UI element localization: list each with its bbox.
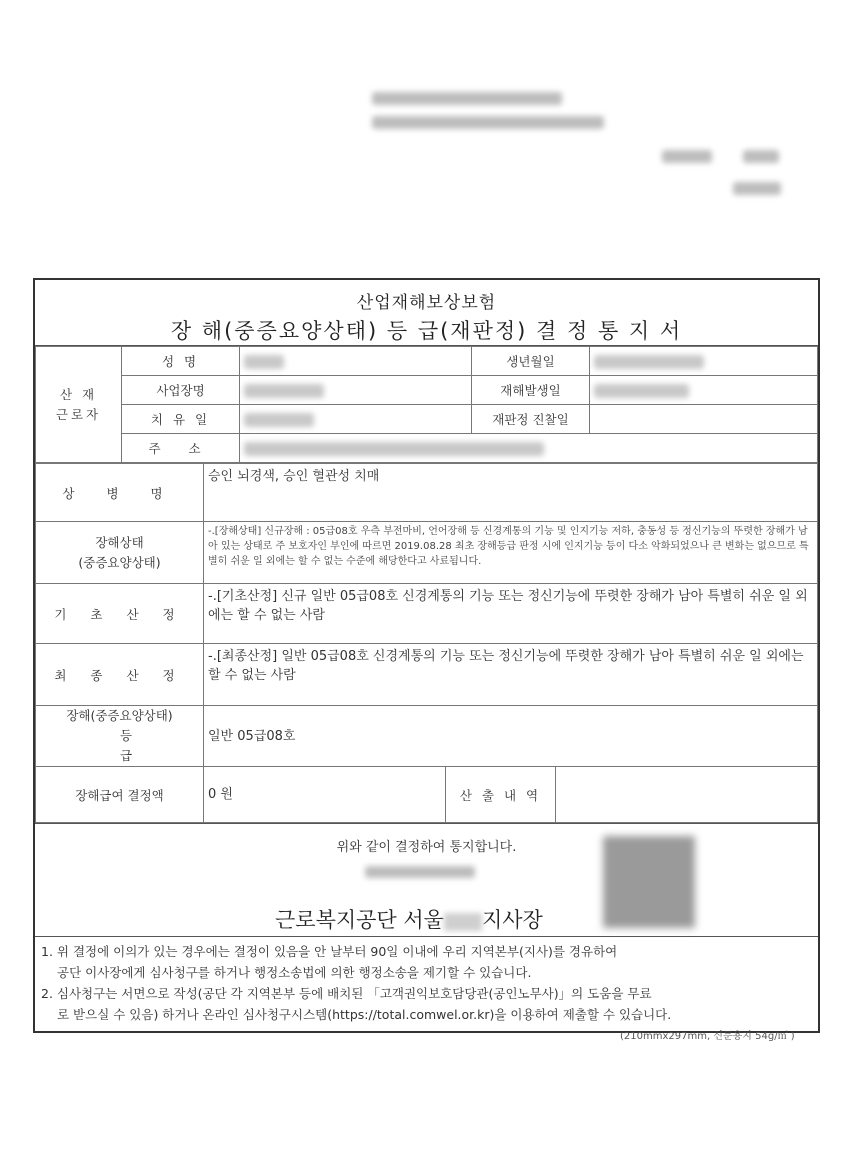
- note-1-line-2: 공단 이사장에게 심사청구를 하거나 행정소송법에 의한 행정소송을 제기할 수 있습니다.: [57, 965, 532, 980]
- birth-value-redacted: [590, 347, 818, 376]
- disease-value: 승인 뇌경색, 승인 혈관성 치매: [204, 464, 818, 522]
- notice-text: 위와 같이 결정하여 통지합니다.: [336, 840, 517, 855]
- address-label: 주 소: [122, 434, 240, 463]
- redacted-recipient-line-1: [372, 92, 562, 105]
- address-value-redacted: [240, 434, 818, 463]
- grade-label-line2: 등 급: [120, 728, 223, 763]
- redacted-branch-name: [444, 913, 482, 931]
- worker-group-label: 산 재 근로자: [36, 347, 122, 463]
- disability-state-label-line1: 장해상태: [95, 534, 144, 550]
- disability-state-label: [36, 522, 204, 584]
- reexam-date-value: [590, 405, 818, 434]
- reexam-date-label: 재판정 진찰일: [472, 405, 590, 434]
- name-label: 성 명: [122, 347, 240, 376]
- issuer-name: [275, 904, 543, 934]
- basic-calc-label: 기 초 산 정: [36, 584, 204, 644]
- benefit-amount-value: 0 원: [204, 767, 446, 823]
- official-seal-redacted: [603, 836, 695, 928]
- signature-block: [35, 823, 818, 936]
- redacted-header-code-2: [743, 150, 779, 163]
- disease-label: 상 병 명: [36, 464, 204, 522]
- title-line-1: 산업재해보상보험: [356, 293, 497, 313]
- accident-date-value-redacted: [590, 376, 818, 405]
- workplace-label: 사업장명: [122, 376, 240, 405]
- redacted-recipient-line-2: [372, 116, 604, 129]
- instructions-notes: [35, 936, 818, 1031]
- document-title: 장 해(중증요양상태) 등 급(재판정) 결 정 통 지 서: [170, 319, 683, 343]
- grade-label-line1: 장해(중증요양상태): [66, 708, 173, 723]
- note-2-line-2: 로 받으실 수 있음) 하거나 온라인 심사청구시스템(https://total.comwel.or.kr)을 이용하여 제출할 수 있습니다.: [57, 1007, 672, 1022]
- final-calc-label: 최 종 산 정: [36, 644, 204, 706]
- redacted-header-code-3: [733, 182, 781, 195]
- workplace-value-redacted: [240, 376, 472, 405]
- paper-spec: (210mmx297mm, 신문용지 54g/㎡ ): [620, 1031, 795, 1042]
- redacted-issue-date: [365, 866, 475, 878]
- benefit-amount-label: 장해급여 결정액: [36, 767, 204, 823]
- redacted-header-code: [662, 150, 712, 163]
- issuer-suffix: 지사장: [481, 908, 543, 932]
- worker-info-table: [35, 346, 818, 463]
- calc-details-value: [556, 767, 818, 823]
- grade-value: 일반 05급08호: [204, 706, 818, 767]
- decision-notice-document: [33, 278, 820, 1033]
- note-2-line-1: 2. 심사청구는 서면으로 작성(공단 각 지역본부 등에 배치된 「고객권익보호담당관(공인노무사)」의 도움을 무료: [41, 986, 652, 1001]
- final-calc-value: -.[최종산정] 일반 05급08호 신경계통의 기능 또는 정신기능에 뚜렷한 장해가 남아 특별히 쉬운 일 외에는 할 수 없는 사람: [204, 644, 818, 706]
- title-block: [35, 280, 818, 346]
- decision-table: [35, 463, 818, 823]
- calc-details-label: 산 출 내 역: [446, 767, 556, 823]
- note-1-line-1: 1. 위 결정에 이의가 있는 경우에는 결정이 있음을 안 날부터 90일 이내에 우리 지역본부(지사)를 경유하여: [41, 944, 618, 959]
- cure-date-value-redacted: [240, 405, 472, 434]
- accident-date-label: 재해발생일: [472, 376, 590, 405]
- basic-calc-value: -.[기초산정] 신규 일반 05급08호 신경계통의 기능 또는 정신기능에 뚜렷한 장해가 남아 특별히 쉬운 일 외에는 할 수 없는 사람: [204, 584, 818, 644]
- name-value-redacted: [240, 347, 472, 376]
- cure-date-label: 치 유 일: [122, 405, 240, 434]
- birth-label: 생년월일: [472, 347, 590, 376]
- issuer-prefix: 근로복지공단 서울: [275, 908, 444, 932]
- disability-state-label-line2: (중증요양상태): [78, 554, 161, 570]
- grade-label: [36, 706, 223, 767]
- disability-state-value: -.[장해상태] 신규장해 : 05급08호 우측 부전마비, 언어장해 등 신경계통의 기능 및 인지기능 저하, 충동성 등 정신기능의 뚜렷한 장해가 남아 있는 상태로 주 보호자인 부인에 따르면 2019.08.28 최초 장해등급 판정 시에 인지기능 등이 다소 악화되었으나 큰 변화는 없으므로 특별히 쉬운 일 외에는 할 수 없는 수준에 해당한다고 사료됨니다.: [204, 522, 818, 584]
